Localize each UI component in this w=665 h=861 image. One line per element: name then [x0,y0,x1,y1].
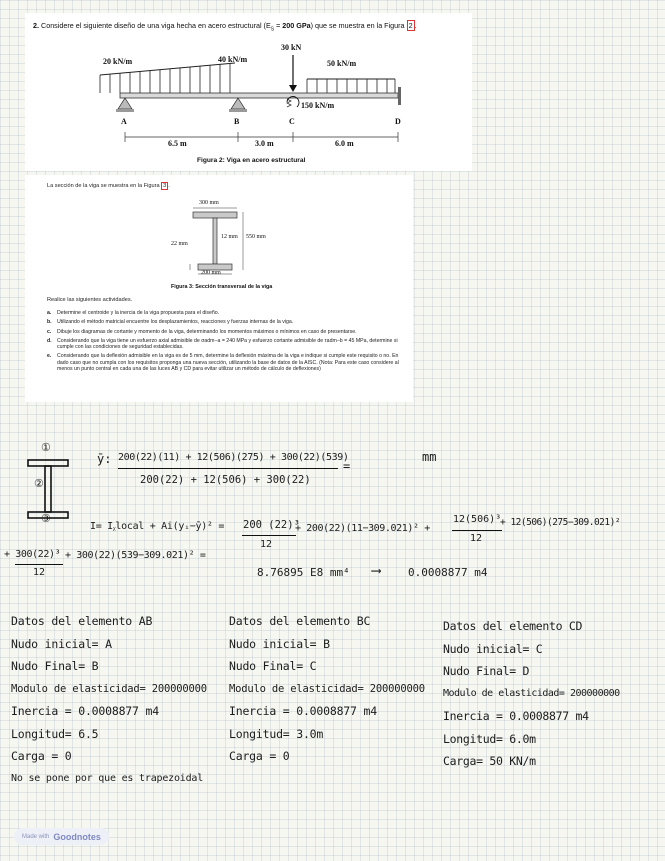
dimension-ab: 6.5 m [168,139,187,148]
centroid-lhs: ȳ: [97,452,112,466]
marker-2: ② [34,477,44,490]
element-bc-line: Inercia = 0.0008877 m4 [229,704,377,718]
inertia-lhs: I= Iᵪlocal + Ai(yᵢ−ȳ)² = [90,521,225,532]
activities-intro: Realice las siguientes actividades. [47,297,133,303]
element-cd [443,615,620,773]
element-bc-line: Carga = 0 [229,749,290,763]
centroid-equals: = [343,459,351,473]
inertia-term3-den: 12 [470,533,483,544]
element-ab [11,610,207,790]
inertia-term3-num: 12(506)³ [453,514,502,525]
inertia-term4: + 12(506)(275−309.021)² [500,517,621,528]
inertia-m4: 0.0008877 m4 [408,566,488,579]
load-label-20: 20 kN/m [103,57,133,66]
centroid-fraction-bar [118,468,338,469]
activity-c: c. Dibuje los diagramas de cortante y momento de la viga, determinando los momentos máximos o mínimos en caso de presentarse. [47,328,357,335]
inertia-arrow: ⟶ [372,563,381,579]
marker-3: ③ [41,512,51,525]
flange-thickness-label: 22 mm [171,241,188,247]
beam-figure-panel [25,13,472,171]
element-ab-line: Longitud= 6.5 [11,726,99,741]
activity-d: d. Considerando que la viga tiene un esfuerzo axial admisible de σadm−a = 240 MPa y esfuerzo cortante admisible de τadm−b = 45 MPa, determine si cumple con las condiciones de seguridad establecidas. [47,337,398,351]
element-cd-line: Nudo Final= D [443,664,530,678]
centroid-unit: mm [422,450,437,464]
beam-diagram [25,13,472,171]
inertia-term5-bar [15,564,63,565]
element-ab-note: No se pone por que es trapezoidal [11,772,204,784]
moment-label-150: 150 kN/m [301,101,335,110]
inertia-term3-bar [452,530,502,531]
goodnotes-badge[interactable] [14,828,109,845]
element-cd-line: Nudo inicial= C [443,641,543,656]
made-with-label: Made with [22,833,50,840]
element-bc-line: Nudo inicial= B [229,636,330,651]
section-intro: La sección de la viga se muestra en la Figura 3 . [47,183,170,189]
element-bc-line: Nudo Final= C [229,659,317,673]
element-ab-line: Nudo Final= B [11,659,99,673]
dimension-cd: 6.0 m [335,139,354,148]
element-bc [229,610,425,768]
activity-e: e. Considerando que la deflexión admisible en la viga es de 5 mm, determine la deflexión máxima de la viga e indique si cumple este requisito o no. En dado caso que no cumpla con los requisitos proponga una nueva sección, utilizando la base de datos de la AISC. (Nota: Para este caso considere al menos un punto central en cada una de las luces AB y CD para evitar utilizar un método de cálculo de deflexiones) [47,353,399,373]
element-cd-line: Carga= 50 KN/m [443,754,536,768]
load-label-50: 50 kN/m [327,59,357,68]
inertia-result: 8.76895 E8 mm⁴ [257,566,350,579]
load-label-40: 40 kN/m [218,55,248,64]
inertia-term5-den: 12 [33,567,46,578]
element-ab-line: Carga = 0 [11,749,72,763]
element-ab-line: Inercia = 0.0008877 m4 [11,704,159,718]
centroid-denominator: 200(22) + 12(506) + 300(22) [140,474,311,486]
i-section-diagram [25,175,413,285]
marker-1: ① [41,441,51,454]
problem-statement: 2. Considere el siguiente diseño de una viga hecha en acero estructural ($E_S = 200$ GPa) que se muestra en la Figura 2 . [33,21,417,33]
element-ab-title: Datos del elemento AB [11,614,153,628]
dimension-bc: 3.0 m [255,139,274,148]
activities-list [47,310,402,372]
element-ab-line: Modulo de elasticidad= 200000000 [11,682,207,695]
element-cd-line: Longitud= 6.0m [443,731,536,746]
element-bc-line: Modulo de elasticidad= 200000000 [229,682,425,695]
support-label-c: C [289,117,295,126]
centroid-numerator: 200(22)(11) + 12(506)(275) + 300(22)(539) [118,452,349,463]
section-panel [25,175,413,402]
element-bc-title: Datos del elemento BC [229,614,371,628]
activity-b: b. Utilizando el método matricial encuentre los desplazamientos, reacciones y fuerzas internas de la viga. [47,319,294,326]
support-label-b: B [234,117,240,126]
height-label: 550 mm [246,234,266,240]
web-thickness-label: 12 mm [221,234,238,240]
load-label-30kn: 30 kN [281,43,302,52]
element-cd-line: Inercia = 0.0008877 m4 [443,709,589,723]
inertia-term1-den: 12 [260,539,273,550]
element-ab-line: Nudo inicial= A [11,636,112,651]
element-cd-title: Datos del elemento CD [443,619,583,633]
inertia-term6: + 300(22)(539−309.021)² = [65,550,206,561]
inertia-term1-num: 200 (22)³ [243,519,300,531]
inertia-term1-bar [242,535,296,536]
support-label-a: A [121,117,127,126]
figure-3-caption: Figura 3: Sección transversal de la viga [171,284,273,290]
figure-2-caption: Figura 2: Viga en acero estructural [197,157,306,164]
support-label-d: D [395,117,401,126]
inertia-term5-num: + 300(22)³ [4,549,61,560]
inertia-term2: + 200(22)(11−309.021)² + [295,523,430,534]
element-bc-line: Longitud= 3.0m [229,726,324,741]
activity-a: a. Determine el centroide y la inercia de la viga propuesta para el diseño. [47,310,220,316]
bottom-width-label: 200 mm [201,270,221,276]
flange-width-label: 300 mm [199,200,219,206]
element-cd-line: Modulo de elasticidad= 200000000 [443,687,620,699]
goodnotes-brand: Goodnotes [53,831,101,842]
